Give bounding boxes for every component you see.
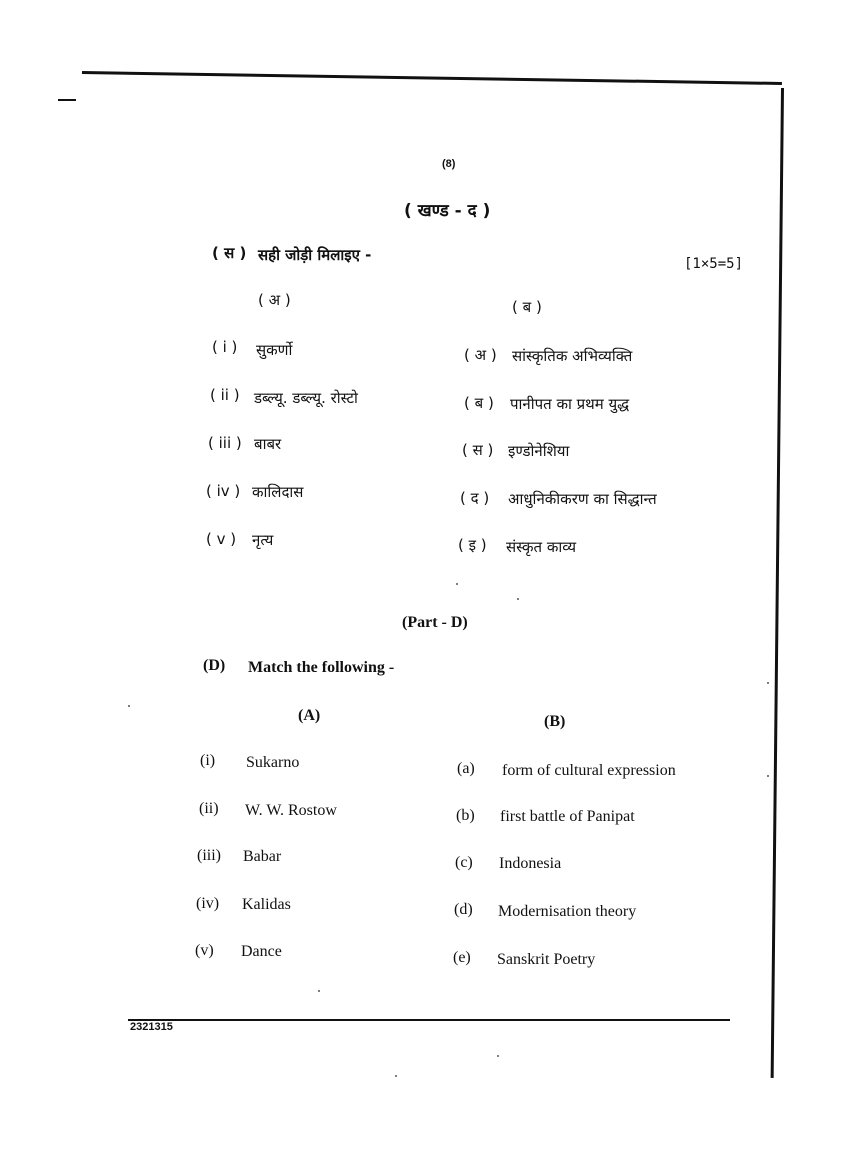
english-a-numeral-3: (iii) — [197, 847, 221, 864]
scan-speck — [395, 1075, 397, 1077]
hindi-column-b-header: ( ब ) — [512, 298, 542, 316]
scan-speck — [318, 990, 320, 992]
hindi-question-text: सही जोड़ी मिलाइए - — [258, 246, 372, 264]
page-number: (8) — [442, 158, 456, 170]
english-b-text-4: Modernisation theory — [498, 903, 637, 920]
hindi-a-numeral-4: ( iv ) — [206, 482, 241, 500]
scan-speck — [128, 705, 130, 707]
scan-speck — [456, 583, 458, 585]
hindi-a-text-3: बाबर — [254, 435, 282, 453]
hindi-a-numeral-3: ( iii ) — [208, 434, 242, 452]
english-question-label: (D) — [203, 657, 226, 674]
hindi-a-numeral-2: ( ii ) — [210, 386, 240, 404]
english-question-text: Match the following - — [248, 659, 395, 676]
scan-speck — [767, 775, 769, 777]
english-a-text-1: Sukarno — [246, 754, 300, 771]
bottom-rule — [128, 1019, 730, 1021]
english-a-numeral-5: (v) — [195, 942, 214, 959]
english-b-text-1: form of cultural expression — [502, 762, 676, 779]
top-left-mark — [58, 99, 76, 101]
hindi-a-numeral-5: ( v ) — [206, 530, 237, 548]
english-b-label-3: (c) — [455, 854, 473, 871]
hindi-a-text-2: डब्ल्यू. डब्ल्यू. रोस्टो — [254, 389, 358, 407]
english-a-text-5: Dance — [241, 943, 282, 960]
hindi-b-label-5: ( इ ) — [458, 536, 487, 554]
english-b-label-2: (b) — [456, 807, 475, 824]
scan-speck — [767, 682, 769, 684]
hindi-b-text-4: आधुनिकीकरण का सिद्धान्त — [508, 490, 657, 508]
english-a-text-2: W. W. Rostow — [245, 802, 337, 819]
hindi-b-text-3: इण्डोनेशिया — [508, 442, 570, 460]
marks-label: [1×5=5] — [684, 256, 744, 272]
hindi-b-label-3: ( स ) — [462, 441, 494, 459]
english-b-label-1: (a) — [457, 760, 475, 777]
english-section-title: (Part - D) — [402, 614, 468, 631]
scan-speck — [517, 598, 519, 600]
hindi-column-a-header: ( अ ) — [258, 291, 291, 309]
english-b-text-3: Indonesia — [499, 855, 562, 872]
english-a-text-4: Kalidas — [242, 896, 291, 913]
hindi-a-text-4: कालिदास — [252, 483, 304, 501]
hindi-b-text-2: पानीपत का प्रथम युद्ध — [510, 395, 630, 413]
english-a-numeral-2: (ii) — [199, 800, 219, 817]
hindi-b-label-1: ( अ ) — [464, 346, 497, 364]
english-a-numeral-1: (i) — [200, 752, 216, 769]
english-a-text-3: Babar — [243, 848, 282, 865]
english-b-text-2: first battle of Panipat — [500, 808, 635, 825]
paper-code: 2321315 — [130, 1021, 173, 1033]
hindi-a-numeral-1: ( i ) — [212, 338, 238, 356]
english-b-label-4: (d) — [454, 901, 473, 918]
top-border-line — [82, 71, 782, 85]
english-column-b-header: (B) — [544, 713, 566, 730]
hindi-section-title: ( खण्ड - द ) — [404, 201, 491, 221]
english-column-a-header: (A) — [298, 707, 321, 724]
hindi-b-text-1: सांस्कृतिक अभिव्यक्ति — [512, 347, 633, 365]
english-b-text-5: Sanskrit Poetry — [497, 951, 596, 968]
right-border-line — [771, 88, 784, 1078]
scan-speck — [497, 1055, 499, 1057]
hindi-b-label-4: ( द ) — [460, 489, 490, 507]
hindi-a-text-1: सुकर्णो — [256, 341, 293, 359]
hindi-a-text-5: नृत्य — [252, 531, 274, 549]
english-b-label-5: (e) — [453, 949, 471, 966]
hindi-b-label-2: ( ब ) — [464, 394, 494, 412]
english-a-numeral-4: (iv) — [196, 895, 220, 912]
hindi-b-text-5: संस्कृत काव्य — [506, 538, 577, 556]
hindi-question-label: ( स ) — [212, 244, 247, 262]
